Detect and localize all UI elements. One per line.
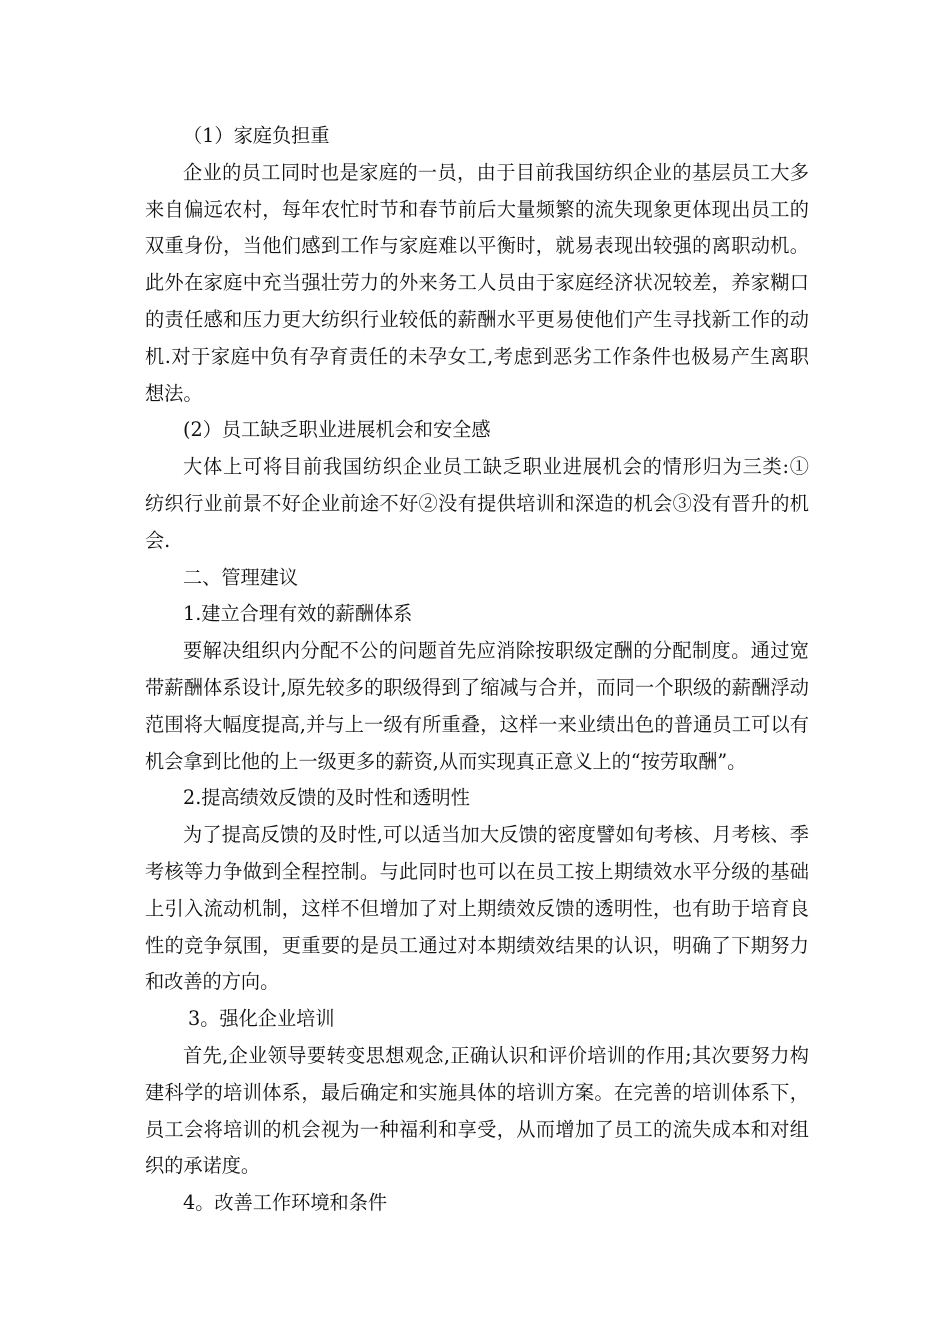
paragraph-line: 性的竞争氛围，更重要的是员工通过对本期绩效结果的认识，明确了下期努力 — [145, 933, 809, 957]
paragraph-line: 双重身份，当他们感到工作与家庭难以平衡时，就易表现出较强的离职动机。 — [145, 234, 809, 258]
paragraph-line: 上引入流动机制，这样不但增加了对上期绩效反馈的透明性，也有助于培育良 — [145, 896, 809, 920]
paragraph-line: 建科学的培训体系，最后确定和实施具体的培训方案。在完善的培训体系下， — [145, 1080, 809, 1104]
subheading-work-environment: 4。改善工作环境和条件 — [183, 1191, 388, 1215]
paragraph-line: 带薪酬体系设计,原先较多的职级得到了缩减与合并，而同一个职级的薪酬浮动 — [145, 675, 809, 699]
subheading-family-burden: （1）家庭负担重 — [183, 124, 330, 147]
paragraph-line: 织的承诺度。 — [145, 1154, 261, 1178]
paragraph-line: 员工会将培训的机会视为一种福利和享受，从而增加了员工的流失成本和对组 — [145, 1117, 809, 1141]
paragraph-line: 和改善的方向。 — [145, 970, 280, 994]
paragraph-line: 大体上可将目前我国纺织企业员工缺乏职业进展机会的情形归为三类:① — [183, 455, 809, 479]
paragraph-line: 机.对于家庭中负有孕育责任的未孕女工,考虑到恶劣工作条件也极易产生离职 — [145, 344, 809, 368]
subheading-career-opportunity: (2）员工缺乏职业进展机会和安全感 — [183, 418, 491, 442]
subheading-performance-feedback: 2.提高绩效反馈的及时性和透明性 — [183, 786, 470, 810]
document-page — [145, 118, 809, 1218]
paragraph-line: 范围将大幅度提高,并与上一级有所重叠，这样一来业绩出色的普通员工可以有 — [145, 712, 809, 736]
paragraph-line: 考核等力争做到全程控制。与此同时也可以在员工按上期绩效水平分级的基础 — [145, 859, 809, 883]
paragraph-line: 想法。 — [145, 381, 203, 405]
paragraph-line: 机会拿到比他的上一级更多的薪资,从而实现真正意义上的“按劳取酬”。 — [145, 749, 747, 773]
paragraph-line: 的责任感和压力更大纺织行业较低的薪酬水平更易使他们产生寻找新工作的动 — [145, 307, 809, 331]
paragraph-line: 此外在家庭中充当强壮劳力的外来务工人员由于家庭经济状况较差，养家糊口 — [145, 271, 809, 295]
subheading-salary-system: 1.建立合理有效的薪酬体系 — [183, 602, 413, 626]
paragraph-line: 为了提高反馈的及时性,可以适当加大反馈的密度譬如旬考核、月考核、季 — [183, 823, 809, 847]
subheading-training: 3。强化企业培训 — [188, 1007, 335, 1031]
paragraph-line: 会. — [145, 528, 171, 552]
section-heading-management-advice: 二、管理建议 — [183, 565, 299, 589]
paragraph-line: 要解决组织内分配不公的问题首先应消除按职级定酬的分配制度。通过宽 — [183, 639, 809, 663]
paragraph-line: 来自偏远农村，每年农忙时节和春节前后大量频繁的流失现象更体现出员工的 — [145, 197, 809, 221]
paragraph-line: 首先,企业领导要转变思想观念,正确认识和评价培训的作用;其次要努力构 — [183, 1043, 809, 1067]
paragraph-line: 企业的员工同时也是家庭的一员，由于目前我国纺织企业的基层员工大多 — [183, 160, 809, 184]
paragraph-line: 纺织行业前景不好企业前途不好②没有提供培训和深造的机会③没有晋升的机 — [145, 491, 809, 515]
